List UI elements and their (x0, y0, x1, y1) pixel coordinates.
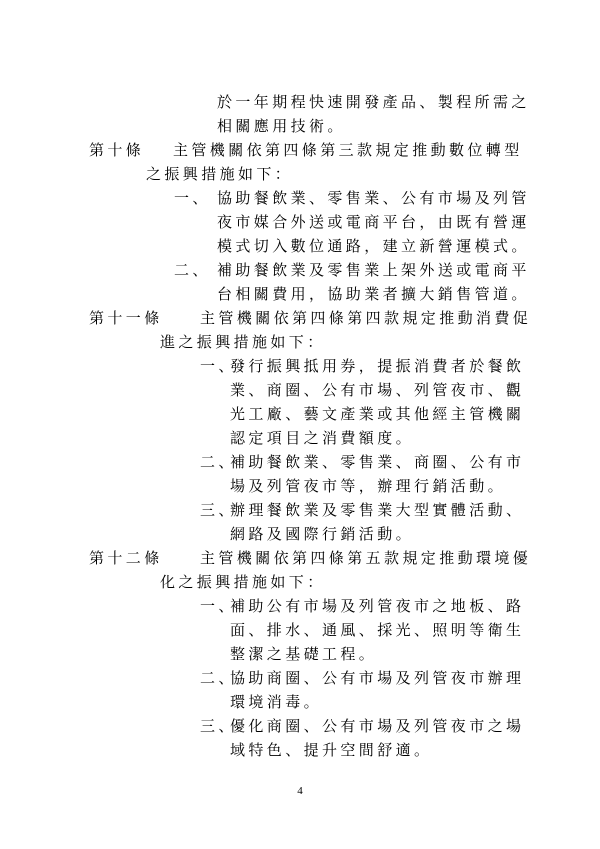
article-11-item-3-number: 三、 (200, 501, 237, 519)
article-12-item-2-text: 環境消毒。 (230, 693, 323, 711)
article-11-item-3-text: 辦理餐飲業及零售業大型實體活動、 (230, 501, 525, 519)
article-12-intro: 化之振興措施如下： (160, 573, 326, 591)
article-11-intro: 進之振興措施如下： (160, 333, 326, 351)
article-11-item-1-text: 光工廠、藝文產業或其他經主管機關 (230, 405, 525, 423)
article-12-intro: 主管機關依第四條第五款規定推動環境優 (200, 549, 532, 567)
article-10-item-1-text: 夜市媒合外送或電商平台，由既有營運 (217, 213, 530, 231)
article-10-item-2-text: 補助餐飲業及零售業上架外送或電商平 (217, 261, 530, 279)
article-10-intro: 主管機關依第四條第三款規定推動數位轉型 (173, 141, 523, 159)
article-11-item-3-text: 網路及國際行銷活動。 (230, 525, 415, 543)
article-11-item-2-text: 補助餐飲業、零售業、商圈、公有市 (230, 453, 525, 471)
continuation-line: 相關應用技術。 (217, 117, 346, 135)
article-12-item-1-text: 補助公有市場及列管夜市之地板、路 (230, 597, 525, 615)
article-12-item-2-text: 協助商圈、公有市場及列管夜市辦理 (230, 669, 525, 687)
article-11-item-1-number: 一、 (200, 357, 237, 375)
article-10-item-1-number: 一、 (174, 189, 211, 207)
article-11-item-1-text: 業、商圈、公有市場、列管夜市、觀 (230, 381, 525, 399)
article-12-item-3-text: 優化商圈、公有市場及列管夜市之場 (230, 717, 525, 735)
page-number: 4 (297, 785, 303, 797)
article-12-item-3-text: 域特色、提升空間舒適。 (230, 741, 433, 759)
article-12-item-1-text: 面、排水、通風、採光、照明等衛生 (230, 621, 525, 639)
article-10-item-2-number: 二、 (174, 261, 211, 279)
article-10-item-1-text: 模式切入數位通路，建立新營運模式。 (217, 237, 530, 255)
article-11-item-1-text: 發行振興抵用券，提振消費者於餐飲 (230, 357, 525, 375)
article-11-intro: 主管機關依第四條第四款規定推動消費促 (200, 309, 532, 327)
article-12-item-1-number: 一、 (200, 597, 237, 615)
article-11-item-2-text: 場及列管夜市等，辦理行銷活動。 (230, 477, 507, 495)
article-11-item-2-number: 二、 (200, 453, 237, 471)
article-10-intro: 之振興措施如下： (146, 165, 294, 183)
article-12-item-2-number: 二、 (200, 669, 237, 687)
continuation-line: 於一年期程快速開發產品、製程所需之 (217, 93, 530, 111)
article-10-item-2-text: 台相關費用，協助業者擴大銷售管道。 (217, 285, 530, 303)
article-10-label: 第十條 (89, 141, 145, 159)
article-12-item-1-text: 整潔之基礎工程。 (230, 645, 378, 663)
article-10-item-1-text: 協助餐飲業、零售業、公有市場及列管 (217, 189, 530, 207)
article-12-label: 第十二條 (89, 549, 163, 567)
article-11-item-1-text: 認定項目之消費額度。 (230, 429, 415, 447)
article-12-item-3-number: 三、 (200, 717, 237, 735)
article-11-label: 第十一條 (89, 309, 163, 327)
